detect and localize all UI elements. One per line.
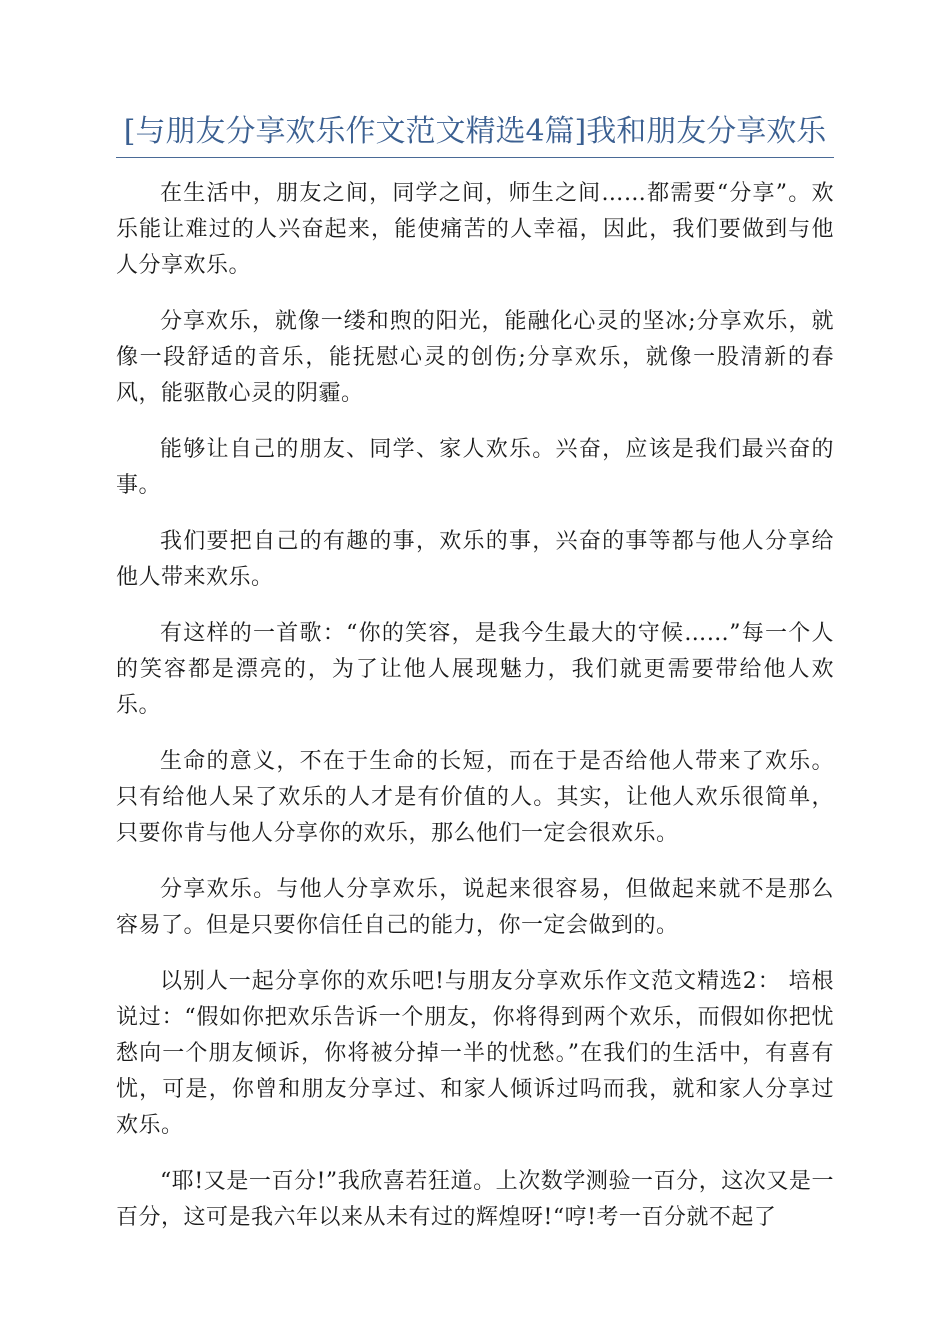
paragraph-3: 能够让自己的朋友、同学、家人欢乐。兴奋，应该是我们最兴奋的事。 (116, 437, 834, 498)
document-title: [与朋友分享欢乐作文范文精选4篇]我和朋友分享欢乐 (123, 114, 827, 149)
paragraph-5: 有这样的一首歌：“你的笑容，是我今生最大的守候……”每一个人的笑容都是漂亮的，为了让他人展现魅力，我们就更需要带给他人欢乐。 (116, 621, 834, 718)
title-block (116, 108, 834, 158)
paragraph-1: 在生活中，朋友之间，同学之间，师生之间……都需要“分享”。欢乐能让难过的人兴奋起来，能使痛苦的人幸福，因此，我们要做到与他人分享欢乐。 (116, 181, 834, 278)
paragraph-2: 分享欢乐，就像一缕和煦的阳光，能融化心灵的坚冰;分享欢乐，就像一段舒适的音乐，能抚慰心灵的创伤;分享欢乐，就像一股清新的春风，能驱散心灵的阴霾。 (116, 309, 834, 406)
paragraph-6: 生命的意义，不在于生命的长短，而在于是否给他人带来了欢乐。只有给他人呆了欢乐的人才是有价值的人。其实，让他人欢乐很简单，只要你肯与他人分享你的欢乐，那么他们一定会很欢乐。 (116, 749, 834, 846)
document-body (116, 176, 834, 1256)
paragraph-7: 分享欢乐。与他人分享欢乐，说起来很容易，但做起来就不是那么容易了。但是只要你信任自己的能力，你一定会做到的。 (116, 877, 834, 938)
paragraph-8: 以别人一起分享你的欢乐吧!与朋友分享欢乐作文范文精选2： 培根说过：“假如你把欢乐告诉一个朋友，你将得到两个欢乐，而假如你把忧愁向一个朋友倾诉，你将被分掉一半的忧愁。”在我们的生活中，有喜有忧，可是，你曾和朋友分享过、和家人倾诉过吗而我，就和家人分享过欢乐。 (116, 969, 834, 1138)
paragraph-4: 我们要把自己的有趣的事，欢乐的事，兴奋的事等都与他人分享给他人带来欢乐。 (116, 529, 834, 590)
paragraph-9: “耶!又是一百分!”我欣喜若狂道。上次数学测验一百分，这次又是一百分，这可是我六年以来从未有过的辉煌呀!“哼!考一百分就不起了 (116, 1169, 834, 1230)
